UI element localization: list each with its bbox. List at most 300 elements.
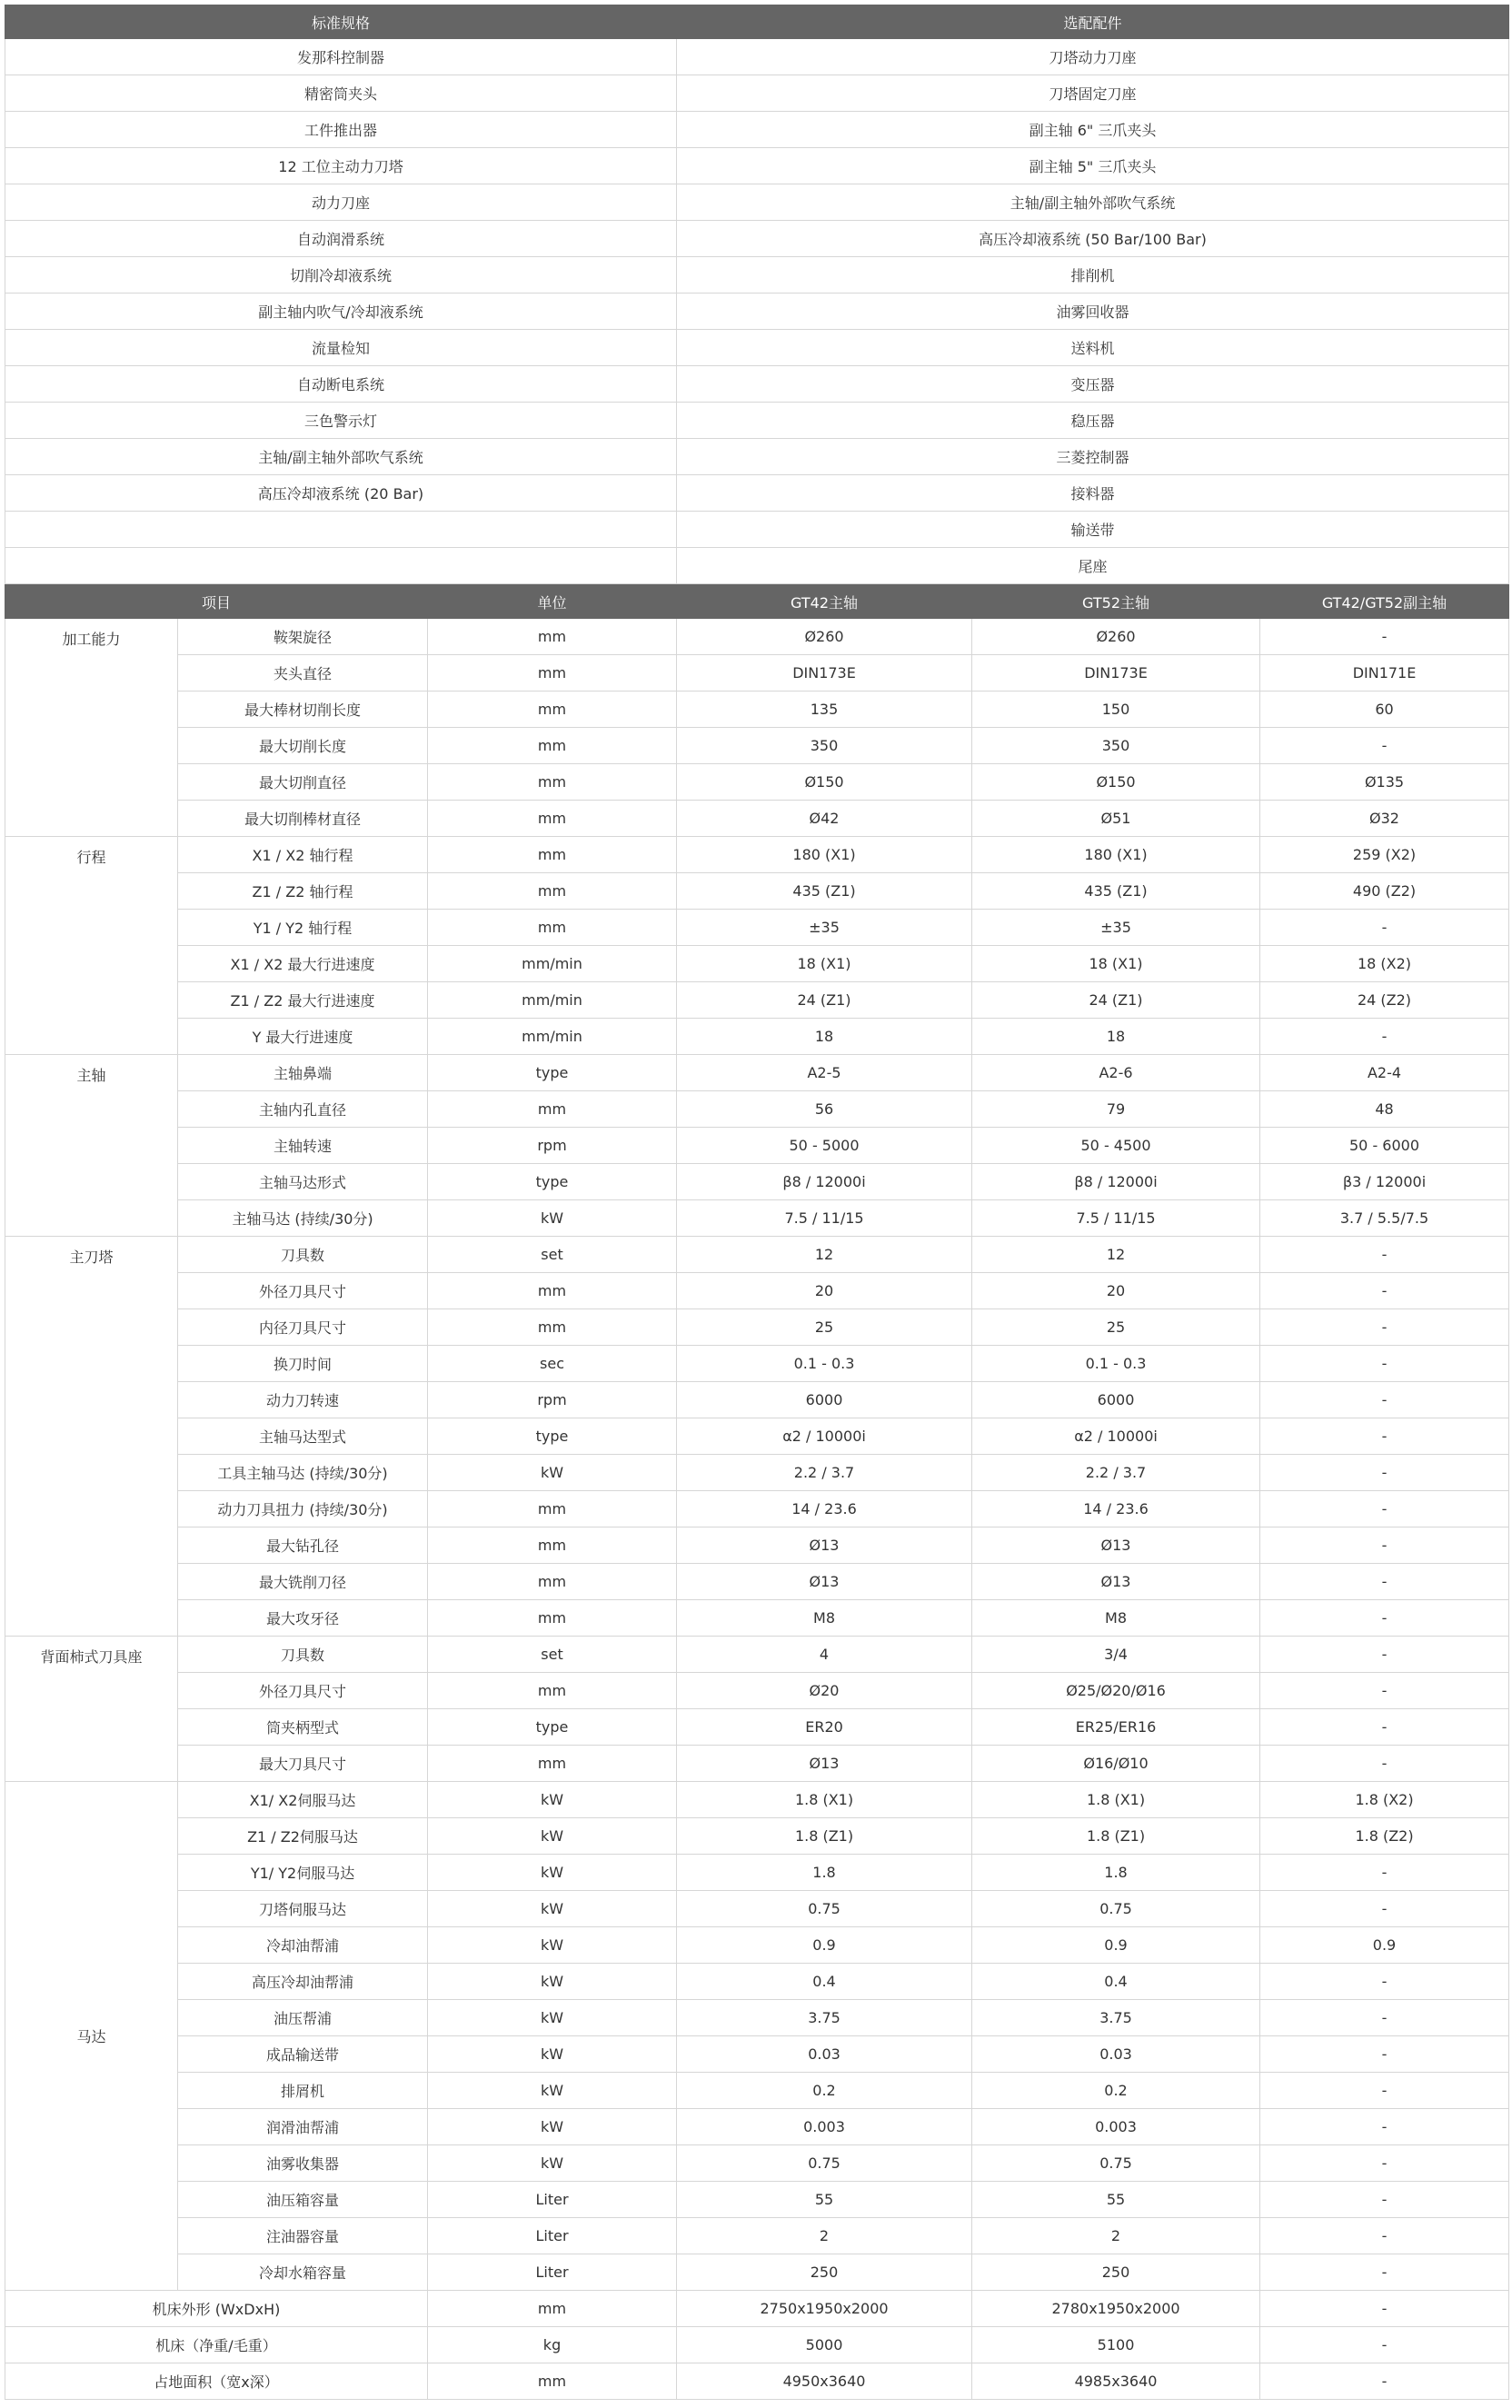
gt42-value-cell: 0.2 bbox=[677, 2073, 972, 2109]
gt52-value-cell: 435 (Z1) bbox=[972, 873, 1260, 910]
spec-row bbox=[5, 1418, 1509, 1455]
sub-spindle-value-cell: - bbox=[1260, 1019, 1509, 1055]
unit-cell: mm bbox=[428, 1491, 677, 1527]
unit-cell: kW bbox=[428, 2073, 677, 2109]
standard-spec-cell: 切削冷却液系统 bbox=[5, 257, 677, 294]
unit-cell: Liter bbox=[428, 2182, 677, 2218]
unit-cell: rpm bbox=[428, 1128, 677, 1164]
spec-row bbox=[5, 2145, 1509, 2182]
unit-cell: mm bbox=[428, 801, 677, 837]
item-cell: 主轴马达 (持续/30分) bbox=[178, 1200, 428, 1237]
gt52-value-cell: 1.8 (X1) bbox=[972, 1782, 1260, 1818]
unit-cell: kW bbox=[428, 1927, 677, 1964]
spec-row bbox=[5, 910, 1509, 946]
accessories-row bbox=[5, 112, 1509, 148]
unit-cell: type bbox=[428, 1418, 677, 1455]
optional-accessory-cell: 油雾回收器 bbox=[677, 294, 1509, 330]
standard-spec-cell: 12 工位主动力刀塔 bbox=[5, 148, 677, 184]
spec-row bbox=[5, 728, 1509, 764]
gt52-value-cell: Ø13 bbox=[972, 1564, 1260, 1600]
item-cell: 刀具数 bbox=[178, 1637, 428, 1673]
unit-cell: kW bbox=[428, 1964, 677, 2000]
gt42-value-cell: α2 / 10000i bbox=[677, 1418, 972, 1455]
gt52-value-cell: 3/4 bbox=[972, 1637, 1260, 1673]
unit-cell: mm bbox=[428, 1673, 677, 1709]
item-cell: 主轴马达形式 bbox=[178, 1164, 428, 1200]
item-cell: X1 / X2 轴行程 bbox=[178, 837, 428, 873]
unit-cell: mm bbox=[428, 1746, 677, 1782]
gt52-value-cell: 6000 bbox=[972, 1382, 1260, 1418]
gt42-value-cell: 6000 bbox=[677, 1382, 972, 1418]
spec-row bbox=[5, 1309, 1509, 1346]
category-cell: 行程 bbox=[5, 837, 178, 1055]
sub-spindle-value-cell: - bbox=[1260, 1855, 1509, 1891]
gt52-value-cell: 18 bbox=[972, 1019, 1260, 1055]
spec-row bbox=[5, 1527, 1509, 1564]
gt52-value-cell: 350 bbox=[972, 728, 1260, 764]
item-cell: 动力刀具扭力 (持续/30分) bbox=[178, 1491, 428, 1527]
spec-footer-row bbox=[5, 2363, 1509, 2400]
optional-accessory-cell: 主轴/副主轴外部吹气系统 bbox=[677, 184, 1509, 221]
unit-cell: type bbox=[428, 1164, 677, 1200]
gt42-value-cell: 18 (X1) bbox=[677, 946, 972, 982]
header-unit: 单位 bbox=[428, 585, 677, 619]
item-cell: 动力刀转速 bbox=[178, 1382, 428, 1418]
gt42-value-cell: 20 bbox=[677, 1273, 972, 1309]
gt52-value-cell: 1.8 bbox=[972, 1855, 1260, 1891]
unit-cell: kW bbox=[428, 2036, 677, 2073]
item-cell: 油雾收集器 bbox=[178, 2145, 428, 2182]
gt52-value-cell: 0.1 - 0.3 bbox=[972, 1346, 1260, 1382]
sub-spindle-value-cell: - bbox=[1260, 2254, 1509, 2291]
item-cell: Y1/ Y2伺服马达 bbox=[178, 1855, 428, 1891]
item-cell: 主轴马达型式 bbox=[178, 1418, 428, 1455]
spec-row bbox=[5, 1818, 1509, 1855]
optional-accessory-cell: 三菱控制器 bbox=[677, 439, 1509, 475]
standard-spec-cell: 三色警示灯 bbox=[5, 403, 677, 439]
item-cell: Y1 / Y2 轴行程 bbox=[178, 910, 428, 946]
spec-row bbox=[5, 1673, 1509, 1709]
gt52-value-cell: 0.03 bbox=[972, 2036, 1260, 2073]
gt52-value-cell: 20 bbox=[972, 1273, 1260, 1309]
gt42-value-cell: Ø20 bbox=[677, 1673, 972, 1709]
unit-cell: mm/min bbox=[428, 982, 677, 1019]
unit-cell: mm/min bbox=[428, 946, 677, 982]
gt42-value-cell: ±35 bbox=[677, 910, 972, 946]
header-standard-spec: 标准规格 bbox=[5, 5, 677, 39]
sub-spindle-value-cell: DIN171E bbox=[1260, 655, 1509, 692]
sub-spindle-value-cell: - bbox=[1260, 2327, 1509, 2363]
unit-cell: mm bbox=[428, 764, 677, 801]
spec-row bbox=[5, 1455, 1509, 1491]
accessories-row bbox=[5, 221, 1509, 257]
unit-cell: kW bbox=[428, 1855, 677, 1891]
item-cell: 最大钻孔径 bbox=[178, 1527, 428, 1564]
spec-table bbox=[5, 584, 1509, 2400]
unit-cell: set bbox=[428, 1637, 677, 1673]
item-cell: 鞍架旋径 bbox=[178, 619, 428, 655]
spec-row bbox=[5, 1019, 1509, 1055]
sub-spindle-value-cell: - bbox=[1260, 1346, 1509, 1382]
unit-cell: mm bbox=[428, 1273, 677, 1309]
gt52-value-cell: A2-6 bbox=[972, 1055, 1260, 1091]
spec-row bbox=[5, 1746, 1509, 1782]
sub-spindle-value-cell: 1.8 (X2) bbox=[1260, 1782, 1509, 1818]
spec-row bbox=[5, 1237, 1509, 1273]
item-cell: 主轴鼻端 bbox=[178, 1055, 428, 1091]
spec-footer-row bbox=[5, 2291, 1509, 2327]
item-cell: 夹头直径 bbox=[178, 655, 428, 692]
item-cell: 刀塔伺服马达 bbox=[178, 1891, 428, 1927]
spec-header-row bbox=[5, 585, 1509, 619]
sub-spindle-value-cell: - bbox=[1260, 1237, 1509, 1273]
item-cell: 高压冷却油帮浦 bbox=[178, 1964, 428, 2000]
unit-cell: kW bbox=[428, 2145, 677, 2182]
standard-spec-cell bbox=[5, 512, 677, 548]
gt42-value-cell: 1.8 bbox=[677, 1855, 972, 1891]
gt42-value-cell: 0.003 bbox=[677, 2109, 972, 2145]
unit-cell: mm bbox=[428, 1091, 677, 1128]
spec-row bbox=[5, 873, 1509, 910]
gt52-value-cell: DIN173E bbox=[972, 655, 1260, 692]
accessories-row bbox=[5, 475, 1509, 512]
sub-spindle-value-cell: - bbox=[1260, 1600, 1509, 1637]
item-cell: 最大切削直径 bbox=[178, 764, 428, 801]
item-cell: 筒夹柄型式 bbox=[178, 1709, 428, 1746]
gt52-value-cell: 2780x1950x2000 bbox=[972, 2291, 1260, 2327]
unit-cell: kW bbox=[428, 1455, 677, 1491]
header-gt52-spindle: GT52主轴 bbox=[972, 585, 1260, 619]
gt52-value-cell: Ø260 bbox=[972, 619, 1260, 655]
sub-spindle-value-cell: - bbox=[1260, 1382, 1509, 1418]
item-cell: 主轴转速 bbox=[178, 1128, 428, 1164]
gt42-value-cell: DIN173E bbox=[677, 655, 972, 692]
sub-spindle-value-cell: - bbox=[1260, 2109, 1509, 2145]
gt42-value-cell: Ø42 bbox=[677, 801, 972, 837]
sub-spindle-value-cell: 24 (Z2) bbox=[1260, 982, 1509, 1019]
gt52-value-cell: 250 bbox=[972, 2254, 1260, 2291]
gt42-value-cell: 0.75 bbox=[677, 1891, 972, 1927]
accessories-row bbox=[5, 39, 1509, 75]
gt42-value-cell: 55 bbox=[677, 2182, 972, 2218]
unit-cell: kW bbox=[428, 1891, 677, 1927]
sub-spindle-value-cell: - bbox=[1260, 2182, 1509, 2218]
gt42-value-cell: 2 bbox=[677, 2218, 972, 2254]
spec-row bbox=[5, 1055, 1509, 1091]
category-cell: 背面柿式刀具座 bbox=[5, 1637, 178, 1782]
gt42-value-cell: 135 bbox=[677, 692, 972, 728]
sub-spindle-value-cell: - bbox=[1260, 1673, 1509, 1709]
item-cell: 冷却油帮浦 bbox=[178, 1927, 428, 1964]
unit-cell: type bbox=[428, 1709, 677, 1746]
gt42-value-cell: β8 / 12000i bbox=[677, 1164, 972, 1200]
header-optional-accessories: 选配配件 bbox=[677, 5, 1509, 39]
accessories-row bbox=[5, 366, 1509, 403]
gt42-value-cell: 0.03 bbox=[677, 2036, 972, 2073]
standard-spec-cell: 动力刀座 bbox=[5, 184, 677, 221]
spec-row bbox=[5, 2254, 1509, 2291]
item-cell: 外径刀具尺寸 bbox=[178, 1273, 428, 1309]
sub-spindle-value-cell: β3 / 12000i bbox=[1260, 1164, 1509, 1200]
optional-accessory-cell: 高压冷却液系统 (50 Bar/100 Bar) bbox=[677, 221, 1509, 257]
standard-spec-cell: 发那科控制器 bbox=[5, 39, 677, 75]
spec-row bbox=[5, 2000, 1509, 2036]
gt42-value-cell: 0.9 bbox=[677, 1927, 972, 1964]
gt52-value-cell: Ø16/Ø10 bbox=[972, 1746, 1260, 1782]
sub-spindle-value-cell: - bbox=[1260, 1273, 1509, 1309]
item-cell: 换刀时间 bbox=[178, 1346, 428, 1382]
gt52-value-cell: 0.4 bbox=[972, 1964, 1260, 2000]
category-cell: 加工能力 bbox=[5, 619, 178, 837]
optional-accessory-cell: 副主轴 5" 三爪夹头 bbox=[677, 148, 1509, 184]
sub-spindle-value-cell: 48 bbox=[1260, 1091, 1509, 1128]
gt42-value-cell: ER20 bbox=[677, 1709, 972, 1746]
item-cell: Z1 / Z2 最大行进速度 bbox=[178, 982, 428, 1019]
category-cell: 主轴 bbox=[5, 1055, 178, 1237]
unit-cell: mm bbox=[428, 873, 677, 910]
item-cell: 机床外形 (WxDxH) bbox=[5, 2291, 428, 2327]
standard-spec-cell: 主轴/副主轴外部吹气系统 bbox=[5, 439, 677, 475]
gt52-value-cell: Ø13 bbox=[972, 1527, 1260, 1564]
gt42-value-cell: 0.1 - 0.3 bbox=[677, 1346, 972, 1382]
optional-accessory-cell: 刀塔固定刀座 bbox=[677, 75, 1509, 112]
sub-spindle-value-cell: - bbox=[1260, 2000, 1509, 2036]
spec-row bbox=[5, 1200, 1509, 1237]
unit-cell: kW bbox=[428, 1200, 677, 1237]
unit-cell: mm bbox=[428, 619, 677, 655]
accessories-row bbox=[5, 75, 1509, 112]
item-cell: Z1 / Z2 轴行程 bbox=[178, 873, 428, 910]
unit-cell: mm bbox=[428, 1527, 677, 1564]
item-cell: 最大攻牙径 bbox=[178, 1600, 428, 1637]
gt42-value-cell: Ø150 bbox=[677, 764, 972, 801]
item-cell: 润滑油帮浦 bbox=[178, 2109, 428, 2145]
gt42-value-cell: 7.5 / 11/15 bbox=[677, 1200, 972, 1237]
category-cell: 马达 bbox=[5, 1782, 178, 2291]
item-cell: 主轴内孔直径 bbox=[178, 1091, 428, 1128]
gt42-value-cell: Ø13 bbox=[677, 1527, 972, 1564]
sub-spindle-value-cell: - bbox=[1260, 1964, 1509, 2000]
item-cell: X1/ X2伺服马达 bbox=[178, 1782, 428, 1818]
gt52-value-cell: 1.8 (Z1) bbox=[972, 1818, 1260, 1855]
item-cell: 注油器容量 bbox=[178, 2218, 428, 2254]
spec-row bbox=[5, 2218, 1509, 2254]
unit-cell: mm bbox=[428, 837, 677, 873]
standard-spec-cell: 自动断电系统 bbox=[5, 366, 677, 403]
accessories-table bbox=[5, 5, 1509, 584]
unit-cell: mm bbox=[428, 1600, 677, 1637]
gt42-value-cell: 14 / 23.6 bbox=[677, 1491, 972, 1527]
gt52-value-cell: α2 / 10000i bbox=[972, 1418, 1260, 1455]
sub-spindle-value-cell: - bbox=[1260, 1891, 1509, 1927]
standard-spec-cell: 自动润滑系统 bbox=[5, 221, 677, 257]
gt52-value-cell: 14 / 23.6 bbox=[972, 1491, 1260, 1527]
sub-spindle-value-cell: - bbox=[1260, 2036, 1509, 2073]
optional-accessory-cell: 刀塔动力刀座 bbox=[677, 39, 1509, 75]
spec-row bbox=[5, 1164, 1509, 1200]
spec-row bbox=[5, 1782, 1509, 1818]
gt42-value-cell: 350 bbox=[677, 728, 972, 764]
sub-spindle-value-cell: - bbox=[1260, 728, 1509, 764]
optional-accessory-cell: 变压器 bbox=[677, 366, 1509, 403]
spec-row bbox=[5, 1855, 1509, 1891]
gt52-value-cell: M8 bbox=[972, 1600, 1260, 1637]
unit-cell: mm bbox=[428, 2363, 677, 2400]
gt52-value-cell: Ø51 bbox=[972, 801, 1260, 837]
gt52-value-cell: Ø25/Ø20/Ø16 bbox=[972, 1673, 1260, 1709]
gt42-value-cell: 4 bbox=[677, 1637, 972, 1673]
gt52-value-cell: 25 bbox=[972, 1309, 1260, 1346]
spec-row bbox=[5, 619, 1509, 655]
sub-spindle-value-cell: 18 (X2) bbox=[1260, 946, 1509, 982]
item-cell: 最大切削棒材直径 bbox=[178, 801, 428, 837]
accessories-row bbox=[5, 184, 1509, 221]
item-cell: 成品输送带 bbox=[178, 2036, 428, 2073]
unit-cell: mm bbox=[428, 692, 677, 728]
sub-spindle-value-cell: - bbox=[1260, 1491, 1509, 1527]
sub-spindle-value-cell: - bbox=[1260, 1309, 1509, 1346]
gt52-value-cell: β8 / 12000i bbox=[972, 1164, 1260, 1200]
optional-accessory-cell: 接料器 bbox=[677, 475, 1509, 512]
standard-spec-cell: 工件推出器 bbox=[5, 112, 677, 148]
unit-cell: Liter bbox=[428, 2254, 677, 2291]
optional-accessory-cell: 副主轴 6" 三爪夹头 bbox=[677, 112, 1509, 148]
gt42-value-cell: 56 bbox=[677, 1091, 972, 1128]
gt52-value-cell: 0.75 bbox=[972, 1891, 1260, 1927]
item-cell: X1 / X2 最大行进速度 bbox=[178, 946, 428, 982]
optional-accessory-cell: 排削机 bbox=[677, 257, 1509, 294]
unit-cell: kW bbox=[428, 1782, 677, 1818]
gt52-value-cell: 12 bbox=[972, 1237, 1260, 1273]
unit-cell: kW bbox=[428, 2000, 677, 2036]
spec-row bbox=[5, 1128, 1509, 1164]
category-cell: 主刀塔 bbox=[5, 1237, 178, 1637]
item-cell: 油压箱容量 bbox=[178, 2182, 428, 2218]
sub-spindle-value-cell: - bbox=[1260, 2218, 1509, 2254]
gt52-value-cell: ER25/ER16 bbox=[972, 1709, 1260, 1746]
optional-accessory-cell: 尾座 bbox=[677, 548, 1509, 584]
optional-accessory-cell: 送料机 bbox=[677, 330, 1509, 366]
sub-spindle-value-cell: Ø32 bbox=[1260, 801, 1509, 837]
standard-spec-cell: 流量检知 bbox=[5, 330, 677, 366]
gt42-value-cell: 25 bbox=[677, 1309, 972, 1346]
gt52-value-cell: 18 (X1) bbox=[972, 946, 1260, 982]
optional-accessory-cell: 输送带 bbox=[677, 512, 1509, 548]
sub-spindle-value-cell: - bbox=[1260, 1709, 1509, 1746]
item-cell: 刀具数 bbox=[178, 1237, 428, 1273]
spec-row bbox=[5, 764, 1509, 801]
spec-row bbox=[5, 2036, 1509, 2073]
gt42-value-cell: 0.4 bbox=[677, 1964, 972, 2000]
gt52-value-cell: 55 bbox=[972, 2182, 1260, 2218]
spec-row bbox=[5, 1346, 1509, 1382]
spec-row bbox=[5, 1273, 1509, 1309]
unit-cell: mm bbox=[428, 728, 677, 764]
accessories-row bbox=[5, 512, 1509, 548]
spec-row bbox=[5, 1891, 1509, 1927]
spec-row bbox=[5, 1564, 1509, 1600]
gt42-value-cell: 3.75 bbox=[677, 2000, 972, 2036]
unit-cell: type bbox=[428, 1055, 677, 1091]
gt42-value-cell: 50 - 5000 bbox=[677, 1128, 972, 1164]
unit-cell: mm bbox=[428, 2291, 677, 2327]
sub-spindle-value-cell: - bbox=[1260, 619, 1509, 655]
gt42-value-cell: Ø260 bbox=[677, 619, 972, 655]
sub-spindle-value-cell: - bbox=[1260, 2073, 1509, 2109]
unit-cell: kg bbox=[428, 2327, 677, 2363]
gt42-value-cell: 18 bbox=[677, 1019, 972, 1055]
standard-spec-cell: 副主轴内吹气/冷却液系统 bbox=[5, 294, 677, 330]
gt52-value-cell: ±35 bbox=[972, 910, 1260, 946]
accessories-row bbox=[5, 330, 1509, 366]
unit-cell: rpm bbox=[428, 1382, 677, 1418]
sub-spindle-value-cell: - bbox=[1260, 1527, 1509, 1564]
gt52-value-cell: 7.5 / 11/15 bbox=[972, 1200, 1260, 1237]
gt42-value-cell: 180 (X1) bbox=[677, 837, 972, 873]
gt52-value-cell: 0.9 bbox=[972, 1927, 1260, 1964]
gt52-value-cell: 50 - 4500 bbox=[972, 1128, 1260, 1164]
gt52-value-cell: 2.2 / 3.7 bbox=[972, 1455, 1260, 1491]
header-sub-spindle: GT42/GT52副主轴 bbox=[1260, 585, 1509, 619]
sub-spindle-value-cell: 3.7 / 5.5/7.5 bbox=[1260, 1200, 1509, 1237]
item-cell: Z1 / Z2伺服马达 bbox=[178, 1818, 428, 1855]
unit-cell: kW bbox=[428, 2109, 677, 2145]
unit-cell: mm bbox=[428, 910, 677, 946]
gt42-value-cell: 0.75 bbox=[677, 2145, 972, 2182]
gt42-value-cell: Ø13 bbox=[677, 1564, 972, 1600]
sub-spindle-value-cell: 1.8 (Z2) bbox=[1260, 1818, 1509, 1855]
item-cell: 最大棒材切削长度 bbox=[178, 692, 428, 728]
unit-cell: kW bbox=[428, 1818, 677, 1855]
gt52-value-cell: 4985x3640 bbox=[972, 2363, 1260, 2400]
spec-row bbox=[5, 655, 1509, 692]
accessories-row bbox=[5, 148, 1509, 184]
sub-spindle-value-cell: - bbox=[1260, 2363, 1509, 2400]
header-gt42-spindle: GT42主轴 bbox=[677, 585, 972, 619]
gt42-value-cell: 24 (Z1) bbox=[677, 982, 972, 1019]
item-cell: 油压帮浦 bbox=[178, 2000, 428, 2036]
spec-row bbox=[5, 2109, 1509, 2145]
sub-spindle-value-cell: - bbox=[1260, 1746, 1509, 1782]
gt42-value-cell: A2-5 bbox=[677, 1055, 972, 1091]
accessories-row bbox=[5, 439, 1509, 475]
optional-accessory-cell: 稳压器 bbox=[677, 403, 1509, 439]
spec-row bbox=[5, 1600, 1509, 1637]
gt42-value-cell: M8 bbox=[677, 1600, 972, 1637]
spec-row bbox=[5, 1491, 1509, 1527]
spec-row bbox=[5, 946, 1509, 982]
item-cell: 机床（净重/毛重） bbox=[5, 2327, 428, 2363]
sub-spindle-value-cell: - bbox=[1260, 1564, 1509, 1600]
accessories-header-row bbox=[5, 5, 1509, 39]
spec-row bbox=[5, 1964, 1509, 2000]
accessories-row bbox=[5, 257, 1509, 294]
sub-spindle-value-cell: - bbox=[1260, 2145, 1509, 2182]
sub-spindle-value-cell: - bbox=[1260, 1418, 1509, 1455]
sub-spindle-value-cell: Ø135 bbox=[1260, 764, 1509, 801]
sub-spindle-value-cell: 50 - 6000 bbox=[1260, 1128, 1509, 1164]
gt52-value-cell: 0.75 bbox=[972, 2145, 1260, 2182]
gt52-value-cell: 180 (X1) bbox=[972, 837, 1260, 873]
unit-cell: mm bbox=[428, 1564, 677, 1600]
unit-cell: mm bbox=[428, 655, 677, 692]
gt42-value-cell: 5000 bbox=[677, 2327, 972, 2363]
gt42-value-cell: 2750x1950x2000 bbox=[677, 2291, 972, 2327]
unit-cell: set bbox=[428, 1237, 677, 1273]
standard-spec-cell: 高压冷却液系统 (20 Bar) bbox=[5, 475, 677, 512]
item-cell: 外径刀具尺寸 bbox=[178, 1673, 428, 1709]
gt52-value-cell: 24 (Z1) bbox=[972, 982, 1260, 1019]
